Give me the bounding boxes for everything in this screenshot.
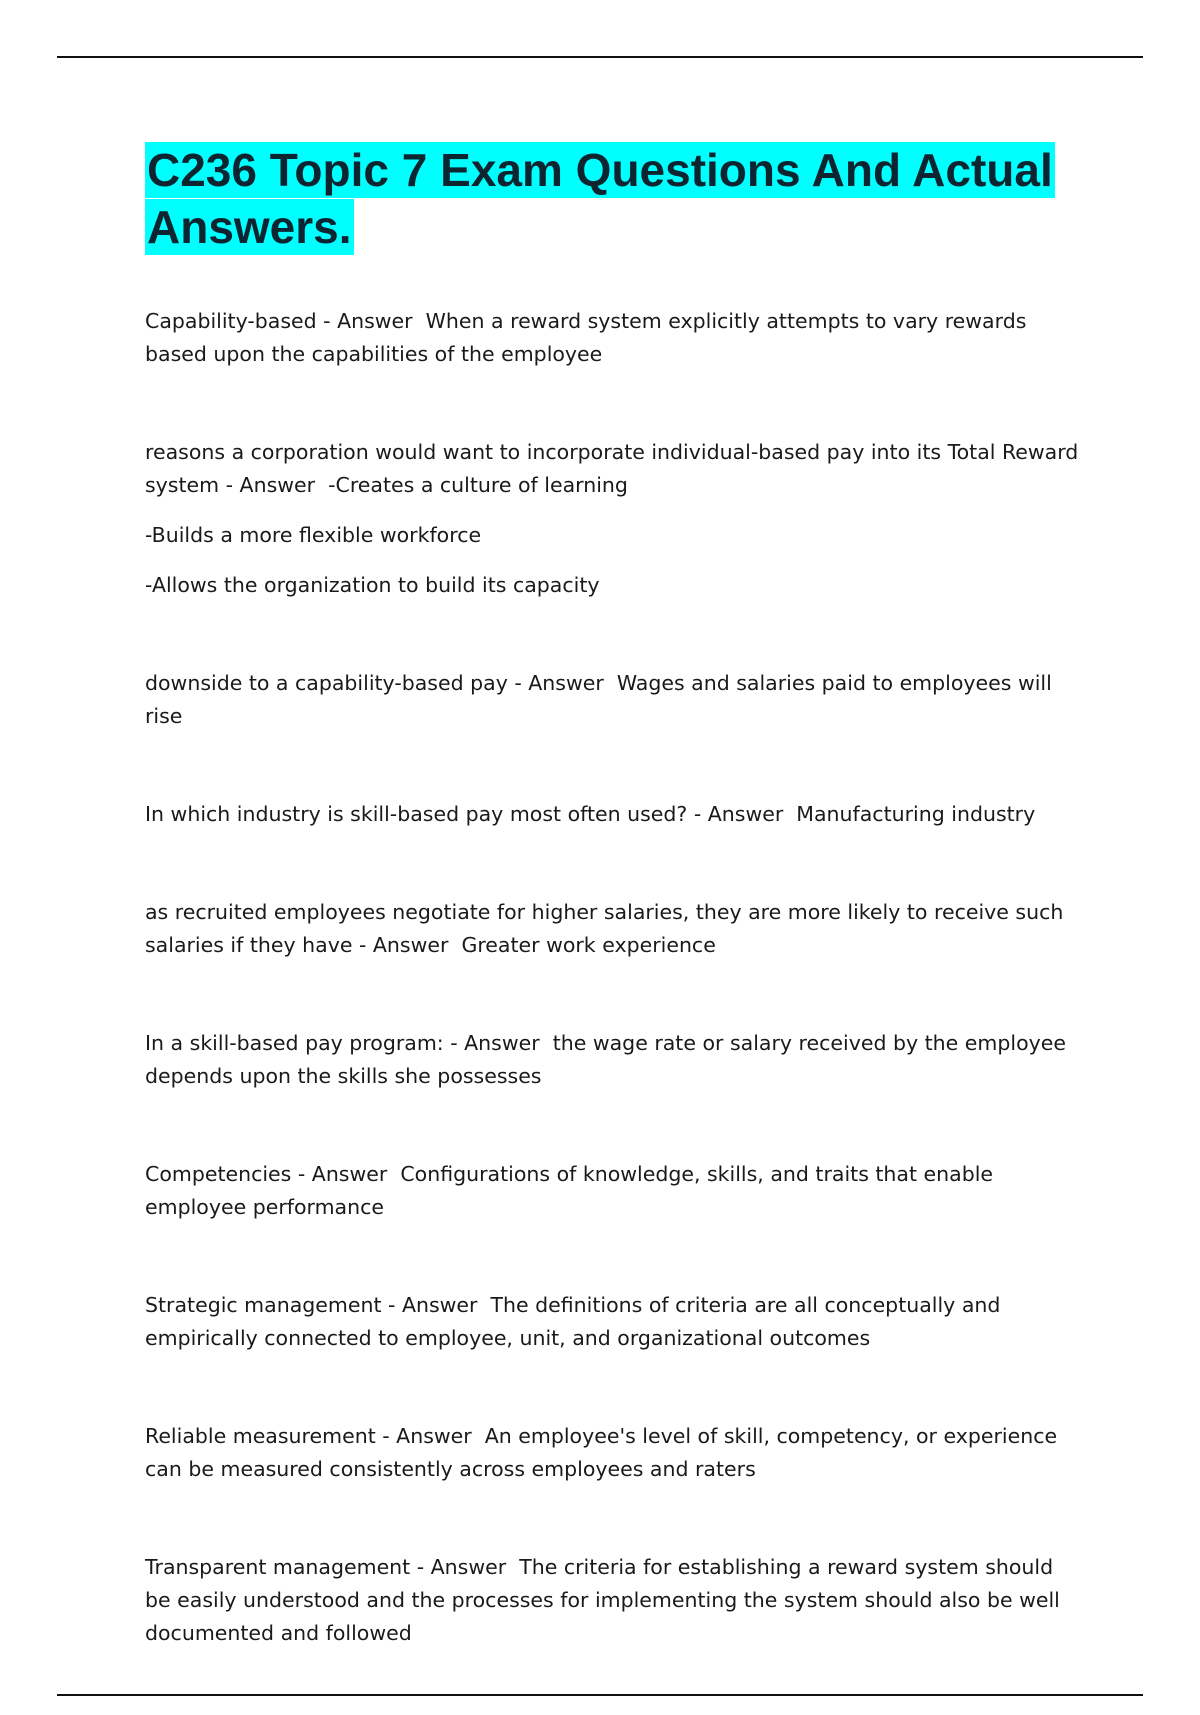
answer-extra-line: -Builds a more flexible workforce — [145, 523, 482, 547]
question-text: In a skill-based pay program: — [145, 1031, 444, 1055]
answer-separator: - Answer — [381, 1293, 484, 1317]
qa-line — [145, 896, 1085, 962]
question-text: In which industry is skill-based pay most often used? — [145, 802, 688, 826]
answer-text: Wages and salaries paid to employees will rise — [145, 671, 1052, 728]
qa-item — [145, 1027, 1085, 1093]
qa-item — [145, 896, 1085, 962]
qa-list — [145, 305, 1085, 1715]
qa-line — [145, 1420, 1085, 1486]
qa-item — [145, 667, 1085, 733]
top-rule — [57, 56, 1143, 58]
answer-separator: - Answer — [507, 671, 611, 695]
qa-line — [145, 667, 1085, 733]
qa-line — [145, 436, 1085, 502]
qa-line — [145, 1027, 1085, 1093]
title-highlight: C236 Topic 7 Exam Questions And Actual Answers. — [147, 144, 1053, 253]
answer-text: the wage rate or salary received by the employee depends upon the skills she possesses — [145, 1031, 1066, 1088]
answer-separator: - Answer — [291, 1162, 394, 1186]
answer-text: Greater work experience — [461, 933, 716, 957]
answer-separator: - Answer — [375, 1424, 479, 1448]
question-text: Strategic management — [145, 1293, 382, 1317]
question-text: downside to a capability-based pay — [145, 671, 508, 695]
document-title — [145, 142, 1105, 256]
answer-text: The definitions of criteria are all conceptually and empirically connected to employee, unit, and organizational outcomes — [145, 1293, 1001, 1350]
qa-item — [145, 305, 1085, 371]
answer-text: Configurations of knowledge, skills, and traits that enable employee performance — [145, 1162, 994, 1219]
answer-text: When a reward system explicitly attempts to vary rewards based upon the capabilities of the employee — [145, 309, 1027, 366]
qa-item — [145, 436, 1085, 602]
answer-separator: - Answer — [316, 309, 420, 333]
question-text: as recruited employees negotiate for higher salaries, they are more likely to receive such salaries if they have — [145, 900, 1064, 957]
answer-extra-line: -Allows the organization to build its capacity — [145, 573, 600, 597]
qa-item — [145, 1289, 1085, 1355]
answer-separator: - Answer — [687, 802, 790, 826]
qa-item — [145, 1420, 1085, 1486]
answer-separator: - Answer — [410, 1555, 513, 1579]
qa-line — [145, 305, 1085, 371]
question-text: Competencies — [145, 1162, 292, 1186]
answer-text: An employee's level of skill, competency, or experience can be measured consistently across employees and raters — [145, 1424, 1058, 1481]
answer-text: Manufacturing industry — [796, 802, 1036, 826]
qa-item — [145, 1551, 1085, 1650]
qa-item — [145, 1158, 1085, 1224]
question-text: Transparent management — [145, 1555, 411, 1579]
question-text: Reliable measurement — [145, 1424, 376, 1448]
qa-item — [145, 798, 1085, 831]
answer-text: The criteria for establishing a reward system should be easily understood and the processes for implementing the system should also be well documented and followed — [145, 1555, 1060, 1645]
question-text: Capability-based — [145, 309, 317, 333]
bottom-rule — [57, 1694, 1143, 1696]
answer-separator: - Answer — [352, 933, 455, 957]
question-text: reasons a corporation would want to incorporate individual-based pay into its Total Reward system — [145, 440, 1079, 497]
qa-line — [145, 798, 1085, 831]
answer-separator: - Answer — [443, 1031, 547, 1055]
qa-line — [145, 1158, 1085, 1224]
answer-text: -Creates a culture of learning — [328, 473, 628, 497]
qa-line — [145, 1551, 1085, 1650]
qa-line — [145, 1289, 1085, 1355]
answer-separator: - Answer — [219, 473, 322, 497]
